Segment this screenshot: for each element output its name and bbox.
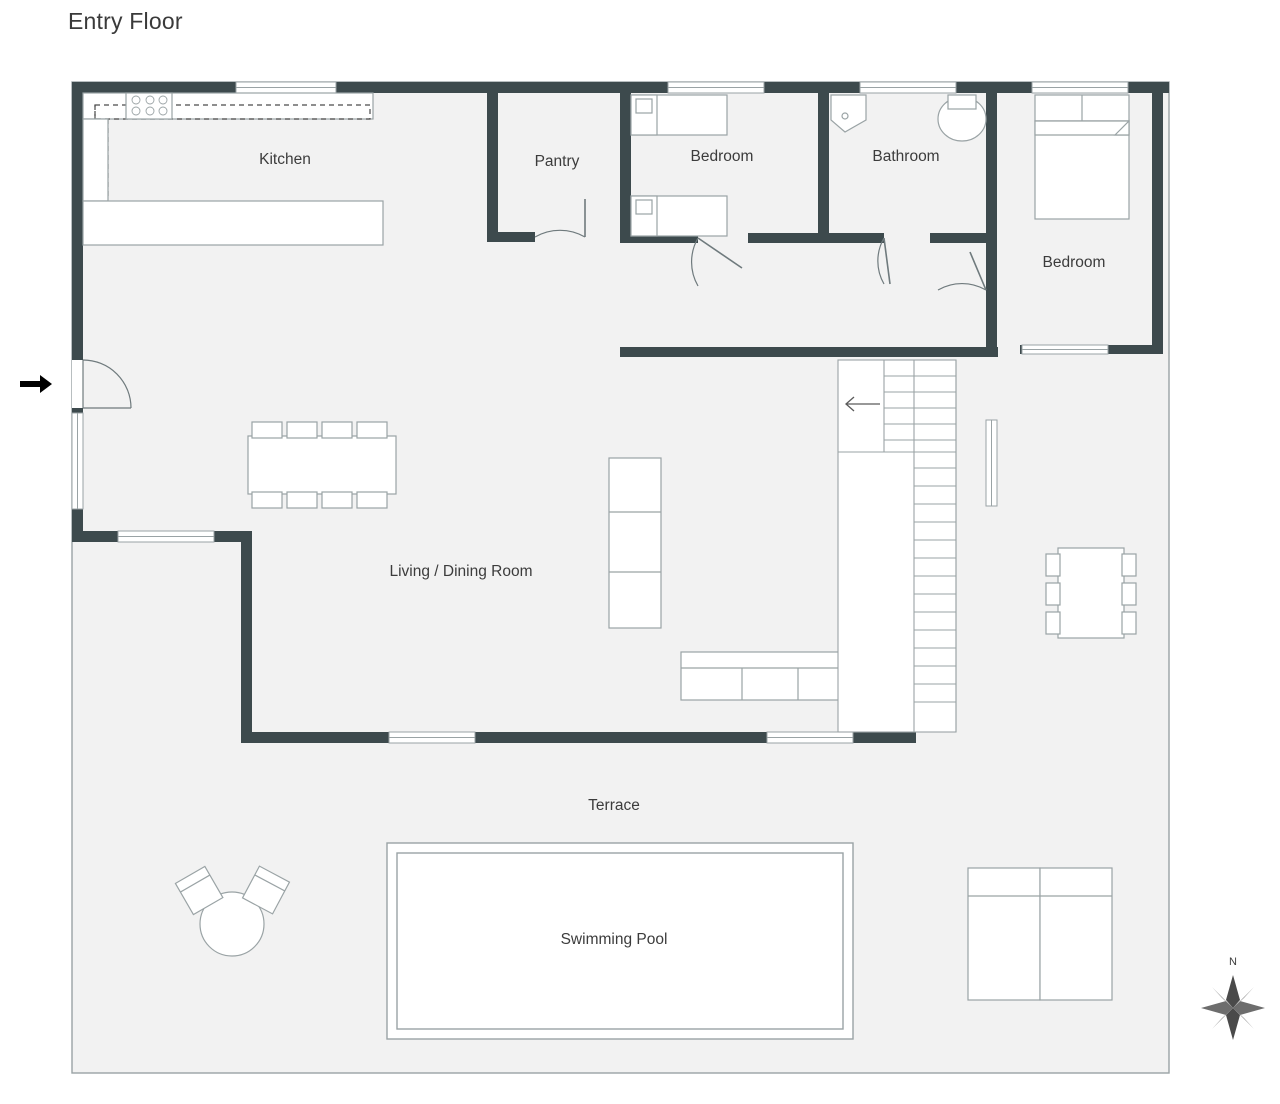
room-label-pantry: Pantry [534, 153, 580, 170]
sun-loungers [968, 868, 1112, 1000]
staircase [838, 360, 956, 732]
compass-north-label: N [1229, 956, 1237, 968]
room-label-living-dining-room: Living / Dining Room [389, 563, 533, 580]
outdoor-dining-set [1046, 548, 1136, 638]
room-label-bathroom: Bathroom [872, 148, 940, 165]
room-label-bedroom-front: Bedroom [690, 148, 754, 165]
room-label-bedroom-right: Bedroom [1042, 254, 1106, 271]
room-label-kitchen: Kitchen [259, 151, 311, 168]
room-label-swimming-pool: Swimming Pool [560, 931, 668, 948]
page-title: Entry Floor [68, 8, 183, 34]
dining-table-indoor [248, 422, 396, 508]
entry-arrow-icon [20, 375, 52, 393]
bedroom-right-furniture [1035, 95, 1129, 219]
room-label-terrace: Terrace [588, 797, 640, 814]
compass-rose-icon [1201, 975, 1265, 1040]
